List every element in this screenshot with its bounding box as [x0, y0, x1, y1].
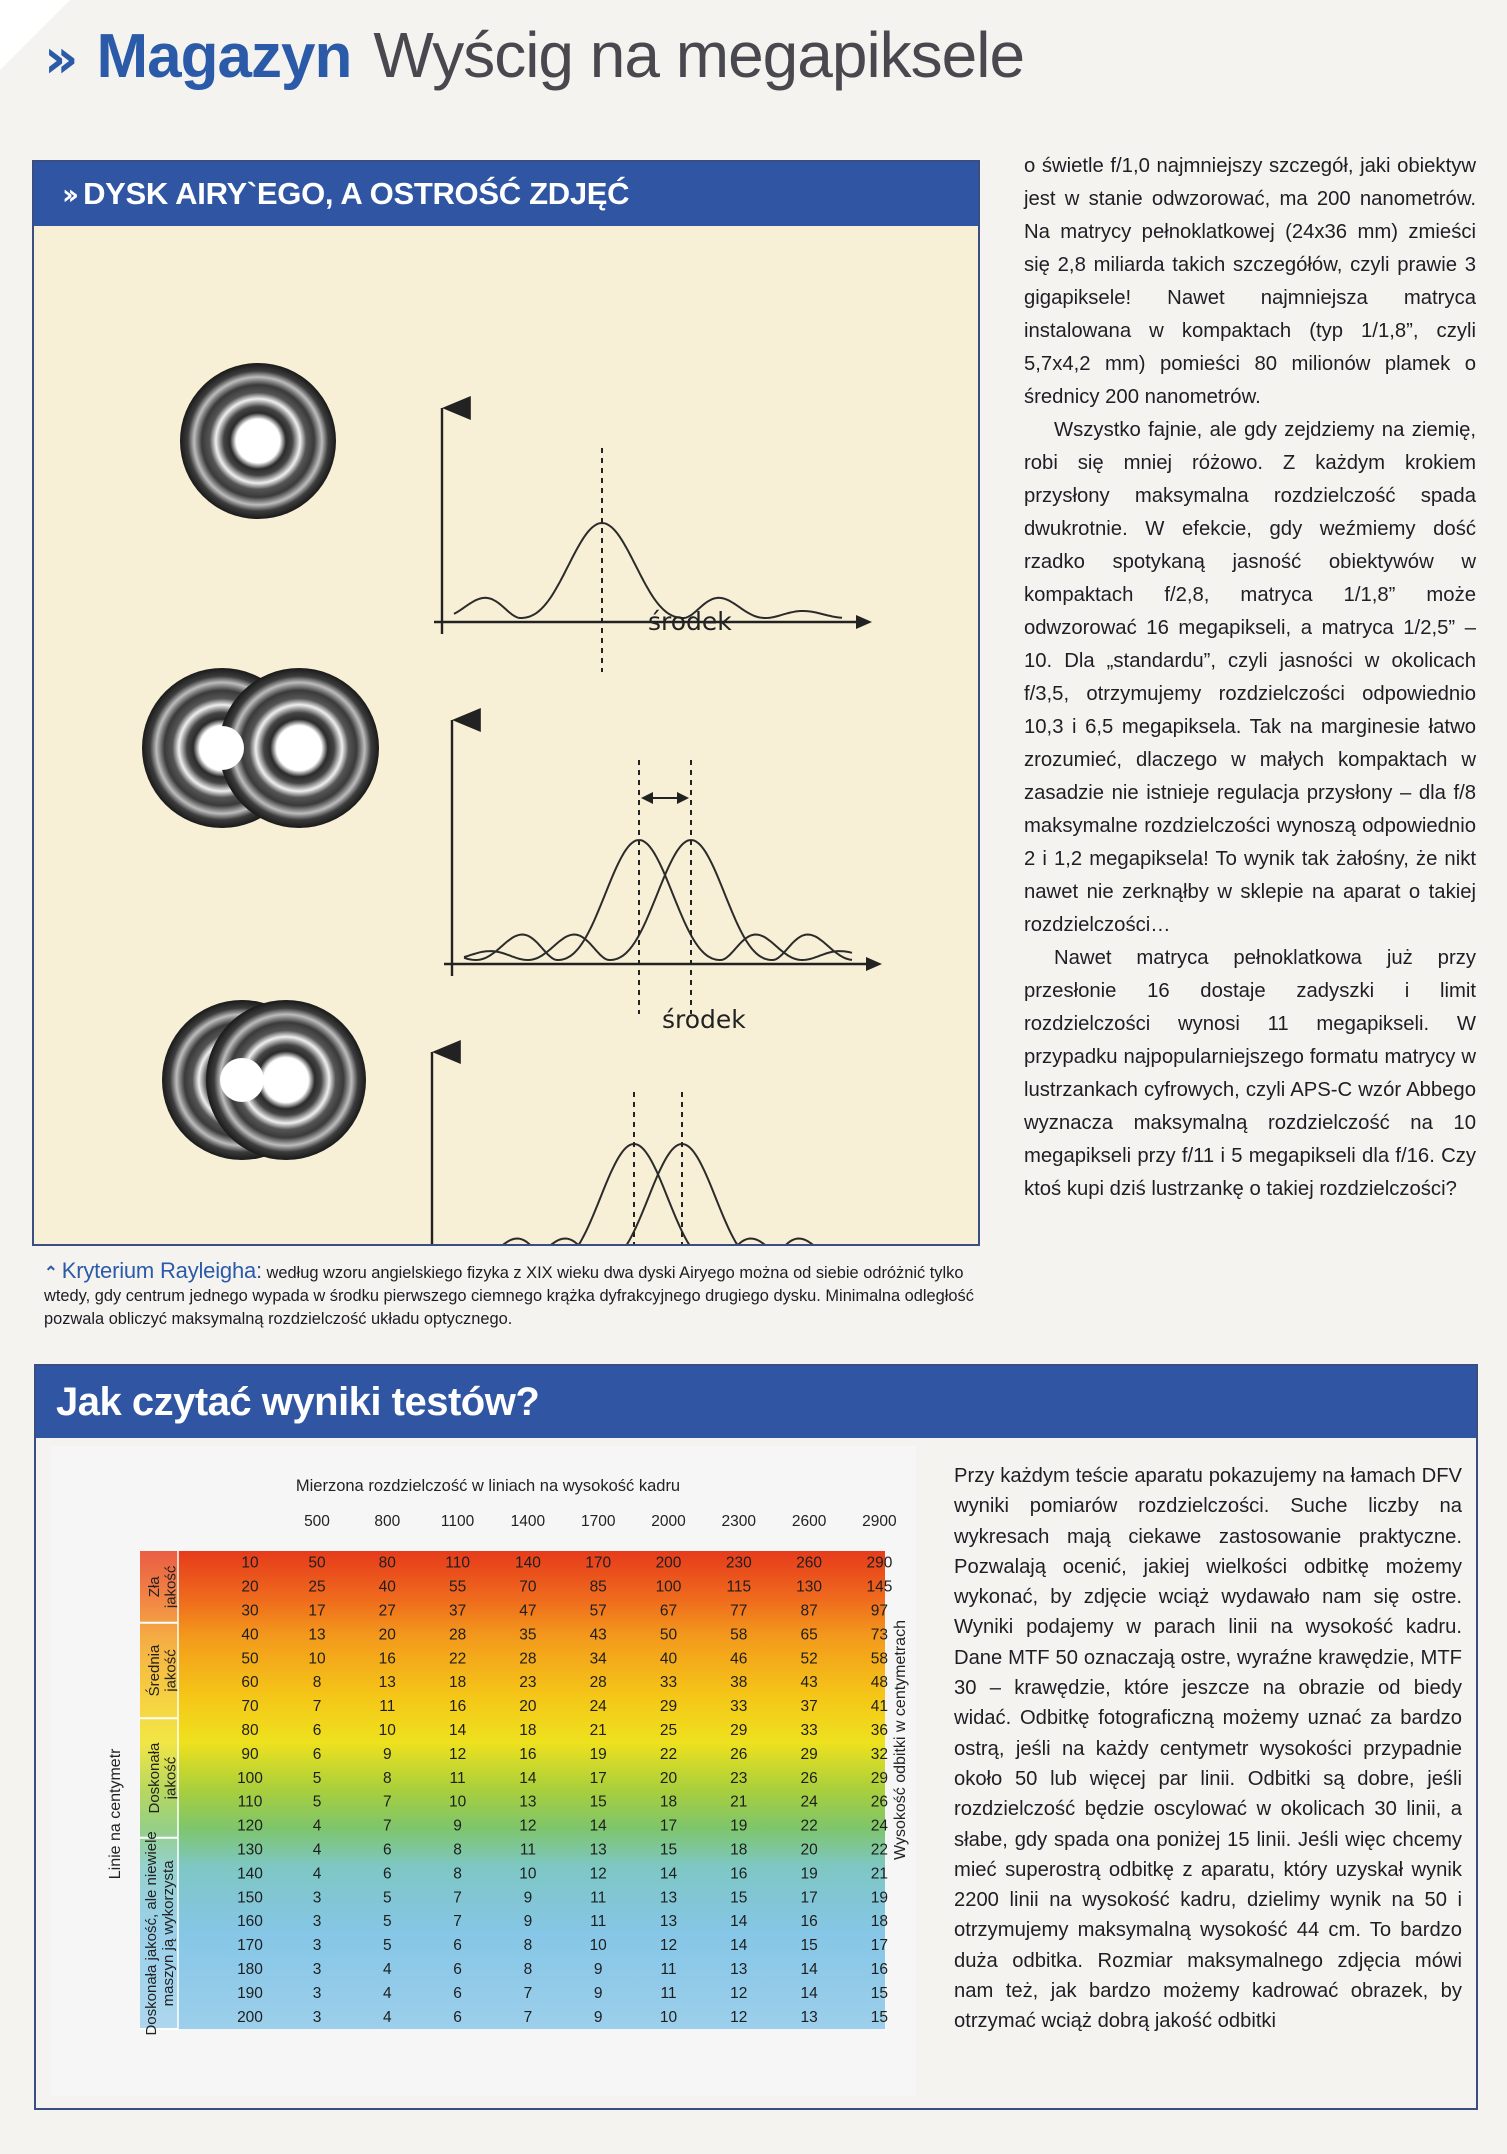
- row-lines-value: 200: [237, 2008, 263, 2026]
- table-cell: 13: [730, 1961, 748, 1979]
- table-cell: 14: [589, 1817, 607, 1835]
- table-cell: 18: [448, 1674, 467, 1692]
- resolution-table-area: [50, 1446, 916, 2096]
- article-column: [1024, 150, 1476, 1206]
- table-cell: 14: [800, 1984, 818, 2002]
- table-cell: 9: [593, 1961, 603, 1979]
- column-header: 500: [304, 1513, 330, 1530]
- x-axis-arrow: [866, 957, 882, 971]
- row-lines-value: 20: [241, 1578, 259, 1596]
- table-cell: 17: [589, 1769, 607, 1787]
- table-cell: 13: [659, 1889, 678, 1907]
- table-cell: 40: [659, 1650, 678, 1668]
- row-lines-value: 90: [241, 1745, 259, 1763]
- chevron-icon: ››: [62, 177, 74, 211]
- disk-core: [277, 726, 321, 770]
- table-cell: 23: [730, 1769, 748, 1787]
- table-cell: 14: [800, 1961, 818, 1979]
- table-cell: 80: [378, 1554, 396, 1572]
- row-lines-value: 80: [241, 1722, 259, 1740]
- table-cell: 29: [730, 1722, 748, 1740]
- table-cell: 20: [378, 1626, 396, 1644]
- table-cell: 26: [870, 1793, 889, 1811]
- right-axis-label: Wysokość odbitki w centymetrach: [892, 1620, 909, 1860]
- table-cell: 6: [312, 1722, 322, 1740]
- tests-explanation: [954, 1461, 1462, 2037]
- disk-core: [200, 726, 244, 770]
- table-cell: 9: [523, 1889, 533, 1907]
- table-cell: 25: [308, 1578, 326, 1596]
- airy-figure-box: [32, 160, 980, 1246]
- table-cell: 19: [870, 1889, 889, 1907]
- table-cell: 14: [519, 1769, 537, 1787]
- table-cell: 3: [312, 2008, 322, 2026]
- caret-up-icon: ⌃: [44, 1264, 58, 1282]
- table-cell: 17: [870, 1937, 889, 1955]
- center-label: środek: [648, 607, 732, 636]
- table-cell: 115: [726, 1578, 752, 1596]
- table-cell: 87: [800, 1602, 818, 1620]
- table-cell: 21: [730, 1793, 748, 1811]
- article-paragraph: Nawet matryca pełnoklatkowa już przy przesłonie 16 dostaje zadyszki i limit rozdzielczości wynosi 11 megapikseli. W przypadku najpopularniejszego formatu matrycy w lustrzankach cyfrowych, czyli APS-C wzór Abbego wyznacza maksymalną rozdzielczość na 10 megapikseli przy f/11 i 5 megapikseli dla f/16. Czy ktoś kupi dziś lustrzankę o takiej rozdzielczości?: [1024, 947, 1476, 1200]
- table-cell: 6: [453, 2008, 462, 2026]
- table-cell: 13: [308, 1626, 326, 1644]
- table-cell: 22: [870, 1841, 889, 1859]
- table-cell: 77: [730, 1602, 748, 1620]
- y-axis-label: Linie na centymetr: [107, 1748, 124, 1880]
- table-cell: 8: [523, 1961, 533, 1979]
- table-cell: 38: [730, 1674, 748, 1692]
- center-label: środek: [662, 1005, 746, 1034]
- group-label: Doskonałajakość: [145, 1742, 180, 1814]
- table-cell: 13: [519, 1793, 537, 1811]
- table-cell: 11: [449, 1769, 466, 1787]
- table-cell: 19: [800, 1865, 818, 1883]
- table-cell: 35: [519, 1626, 537, 1644]
- airy-disk: [180, 363, 336, 519]
- table-cell: 21: [589, 1722, 607, 1740]
- table-cell: 3: [312, 1913, 322, 1931]
- table-cell: 7: [453, 1913, 462, 1931]
- table-cell: 7: [382, 1817, 392, 1835]
- table-title: Mierzona rozdzielczość w liniach na wysokość kadru: [295, 1477, 681, 1495]
- table-cell: 20: [519, 1698, 537, 1716]
- column-header: 1100: [440, 1513, 475, 1530]
- table-cell: 22: [800, 1817, 818, 1835]
- table-cell: 12: [730, 2008, 748, 2026]
- table-cell: 13: [659, 1913, 678, 1931]
- intensity-curve: [444, 1144, 832, 1244]
- table-cell: 19: [589, 1745, 607, 1763]
- table-cell: 15: [659, 1841, 678, 1859]
- table-cell: 4: [382, 1984, 392, 2002]
- table-gradient: [140, 1551, 885, 2029]
- table-cell: 5: [382, 1913, 392, 1931]
- table-cell: 18: [519, 1722, 537, 1740]
- table-cell: 55: [448, 1578, 467, 1596]
- table-cell: 37: [800, 1698, 818, 1716]
- table-cell: 5: [382, 1937, 392, 1955]
- table-cell: 58: [870, 1650, 889, 1668]
- tests-section: [34, 1364, 1478, 2110]
- table-cell: 6: [382, 1865, 392, 1883]
- table-cell: 145: [866, 1578, 893, 1596]
- table-cell: 70: [519, 1578, 537, 1596]
- table-cell: 11: [519, 1841, 536, 1859]
- table-cell: 37: [448, 1602, 467, 1620]
- table-cell: 3: [312, 1984, 322, 2002]
- table-cell: 16: [730, 1865, 748, 1883]
- table-cell: 10: [448, 1793, 467, 1811]
- row-lines-value: 170: [237, 1937, 263, 1955]
- table-cell: 58: [730, 1626, 748, 1644]
- table-cell: 11: [379, 1698, 396, 1716]
- table-cell: 11: [590, 1913, 607, 1931]
- table-cell: 14: [730, 1913, 748, 1931]
- row-lines-value: 100: [237, 1769, 263, 1787]
- column-header: 800: [374, 1513, 401, 1530]
- table-cell: 10: [589, 1937, 607, 1955]
- table-cell: 100: [655, 1578, 682, 1596]
- table-cell: 10: [308, 1650, 326, 1668]
- table-cell: 33: [659, 1674, 678, 1692]
- table-cell: 6: [382, 1841, 392, 1859]
- table-cell: 52: [800, 1650, 818, 1668]
- table-cell: 4: [312, 1817, 322, 1835]
- table-cell: 7: [523, 1984, 533, 2002]
- table-cell: 15: [589, 1793, 607, 1811]
- resolution-table: [50, 1446, 916, 2096]
- table-cell: 14: [659, 1865, 678, 1883]
- table-cell: 12: [659, 1937, 678, 1955]
- table-cell: 8: [453, 1841, 462, 1859]
- group-label: Złajakość: [145, 1565, 180, 1609]
- table-cell: 11: [660, 1984, 677, 2002]
- table-cell: 4: [382, 2008, 392, 2026]
- table-cell: 170: [585, 1554, 612, 1572]
- table-cell: 29: [870, 1769, 889, 1787]
- table-cell: 22: [659, 1745, 678, 1763]
- figure-caption: [44, 1259, 974, 1331]
- row-lines-value: 70: [241, 1698, 259, 1716]
- table-cell: 13: [378, 1674, 396, 1692]
- table-cell: 6: [453, 1961, 462, 1979]
- row-lines-value: 190: [237, 1984, 263, 2002]
- table-cell: 14: [730, 1937, 748, 1955]
- table-cell: 10: [378, 1722, 396, 1740]
- table-cell: 18: [659, 1793, 678, 1811]
- table-cell: 17: [800, 1889, 818, 1907]
- table-cell: 10: [659, 2008, 678, 2026]
- table-cell: 26: [800, 1769, 818, 1787]
- table-cell: 5: [382, 1889, 392, 1907]
- disk-core: [220, 1058, 264, 1102]
- table-cell: 16: [870, 1961, 889, 1979]
- disk-core: [264, 1058, 308, 1102]
- table-cell: 16: [800, 1913, 818, 1931]
- row-lines-value: 50: [241, 1650, 259, 1668]
- row-lines-value: 150: [237, 1889, 263, 1907]
- table-cell: 290: [866, 1554, 893, 1572]
- table-cell: 12: [519, 1817, 537, 1835]
- table-cell: 110: [445, 1554, 470, 1572]
- table-cell: 200: [655, 1554, 682, 1572]
- table-cell: 48: [870, 1674, 889, 1692]
- table-cell: 8: [523, 1937, 533, 1955]
- table-cell: 7: [523, 2008, 533, 2026]
- table-cell: 27: [378, 1602, 396, 1620]
- table-cell: 26: [730, 1745, 748, 1763]
- table-cell: 29: [659, 1698, 678, 1716]
- table-cell: 16: [448, 1698, 467, 1716]
- table-cell: 85: [589, 1578, 607, 1596]
- column-header: 2900: [862, 1513, 897, 1530]
- table-cell: 260: [796, 1554, 823, 1572]
- table-cell: 28: [448, 1626, 467, 1644]
- table-cell: 9: [453, 1817, 462, 1835]
- article-paragraph: o świetle f/1,0 najmniejszy szczegół, jaki obiektyw jest w stanie odwzorować, ma 200 nanometrów. Na matrycy pełnoklatkowej (24x36 mm) zmieści się 2,8 miliarda takich szczegółów, czyli prawie 3 gigapiksele! Nawet najmniejsza matryca instalowana w kompaktach (typ 1/1,8”, czyli 5,7x4,2 mm) pomieści 80 milionów plamek o średnicy 200 nanometrów.: [1024, 155, 1476, 408]
- table-cell: 23: [519, 1674, 537, 1692]
- table-cell: 12: [448, 1745, 467, 1763]
- table-cell: 65: [800, 1626, 818, 1644]
- table-cell: 41: [870, 1698, 889, 1716]
- table-cell: 32: [870, 1745, 889, 1763]
- table-cell: 17: [308, 1602, 326, 1620]
- row-lines-value: 160: [237, 1913, 263, 1931]
- row-lines-value: 130: [237, 1841, 263, 1859]
- table-cell: 25: [659, 1722, 678, 1740]
- section-name: Magazyn: [96, 22, 352, 91]
- table-cell: 15: [870, 2008, 889, 2026]
- caption-text: według wzoru angielskiego fizyka z XIX wieku dwa dyski Airyego można od siebie odróżnić tylko wtedy, gdy centrum jednego wypada w środku pierwszego ciemnego krążka dyfrakcyjnego drugiego dysku. Minimalna odległość pozwala obliczyć maksymalną rozdzielczość układu optycznego.: [44, 1264, 974, 1328]
- table-cell: 16: [378, 1650, 396, 1668]
- table-cell: 8: [382, 1769, 392, 1787]
- intensity-curve: [454, 523, 842, 618]
- column-header: 2000: [651, 1513, 686, 1530]
- table-cell: 15: [800, 1937, 818, 1955]
- table-cell: 140: [514, 1554, 541, 1572]
- table-cell: 22: [448, 1650, 467, 1668]
- table-cell: 33: [730, 1698, 748, 1716]
- article-paragraph: Wszystko fajnie, ale gdy zejdziemy na ziemię, robi się mniej różowo. Z każdym krokiem przysłony maksymalna rozdzielczość spada dwukrotnie. W efekcie, gdy weźmiemy dość rzadko spotykaną jasność obiektywów w kompaktach f/2,8, matryca 1/1,8” może odwzorować 16 megapikseli, a matryca 1/2,5” – 10. Dla „standardu”, czyli jasności w okolicach f/3,5, otrzymujemy rozdzielczości odpowiednio 10,3 i 6,5 megapiksela. Tak na marginesie łatwo zrozumieć, dlaczego w małych kompaktach w zasadzie nie istnieje regulacja przysłony – dla f/8 maksymalne rozdzielczości wynoszą odpowiednio 2 i 1,2 megapiksela! To wynik tak żałośny, że nikt nawet nie zerknąłby w sklepie na aparat o takiej rozdzielczości…: [1024, 419, 1476, 936]
- row-lines-value: 30: [241, 1602, 259, 1620]
- row-lines-value: 60: [241, 1674, 259, 1692]
- table-cell: 3: [312, 1889, 322, 1907]
- airy-heading: [34, 162, 978, 226]
- table-cell: 17: [659, 1817, 678, 1835]
- table-cell: 24: [589, 1698, 607, 1716]
- table-cell: 43: [589, 1626, 607, 1644]
- table-cell: 29: [800, 1745, 818, 1763]
- table-cell: 16: [519, 1745, 537, 1763]
- table-cell: 40: [378, 1578, 396, 1596]
- table-cell: 21: [870, 1865, 889, 1883]
- airy-panel: [142, 668, 882, 1034]
- table-cell: 28: [589, 1674, 607, 1692]
- table-cell: 18: [730, 1841, 748, 1859]
- table-cell: 5: [312, 1793, 322, 1811]
- table-cell: 11: [660, 1961, 677, 1979]
- caption-lead: Kryterium Rayleigha:: [61, 1258, 262, 1283]
- column-header: 1400: [510, 1513, 546, 1530]
- table-cell: 4: [312, 1865, 322, 1883]
- page-title: Wyścig na megapiksele: [373, 19, 1025, 91]
- table-cell: 9: [593, 1984, 603, 2002]
- table-cell: 9: [523, 1913, 533, 1931]
- table-cell: 18: [870, 1913, 889, 1931]
- table-cell: 14: [448, 1722, 467, 1740]
- table-cell: 28: [519, 1650, 537, 1668]
- airy-panel: [162, 1000, 862, 1244]
- table-cell: 8: [453, 1865, 462, 1883]
- row-lines-value: 120: [237, 1817, 263, 1835]
- table-cell: 46: [730, 1650, 748, 1668]
- row-lines-value: 40: [241, 1626, 259, 1644]
- table-cell: 15: [870, 1984, 889, 2002]
- x-axis-arrow: [856, 615, 872, 629]
- table-cell: 13: [589, 1841, 607, 1859]
- airy-heading-text: DYSK AIRY`EGO, A OSTROŚĆ ZDJĘĆ: [83, 176, 630, 211]
- table-cell: 10: [519, 1865, 537, 1883]
- table-cell: 34: [589, 1650, 607, 1668]
- table-cell: 73: [870, 1626, 889, 1644]
- row-lines-value: 10: [241, 1554, 259, 1572]
- table-cell: 36: [870, 1722, 889, 1740]
- row-lines-value: 140: [237, 1865, 263, 1883]
- table-cell: 24: [870, 1817, 889, 1835]
- airy-panel: [180, 363, 872, 672]
- table-cell: 9: [382, 1745, 392, 1763]
- row-lines-value: 180: [237, 1961, 263, 1979]
- group-label: Doskonała jakość, ale niewielemaszyn ją wykorzysta: [142, 1831, 177, 2036]
- table-cell: 6: [312, 1745, 322, 1763]
- column-header: 2600: [791, 1513, 827, 1530]
- table-cell: 8: [312, 1674, 322, 1692]
- arrow-head: [677, 792, 689, 804]
- table-cell: 7: [453, 1889, 462, 1907]
- tests-heading: Jak czytać wyniki testów?: [36, 1366, 1476, 1438]
- table-cell: 43: [800, 1674, 818, 1692]
- table-cell: 19: [730, 1817, 748, 1835]
- column-header: 1700: [580, 1513, 616, 1530]
- table-cell: 24: [800, 1793, 818, 1811]
- table-cell: 230: [725, 1554, 752, 1572]
- table-cell: 47: [519, 1602, 537, 1620]
- table-cell: 4: [312, 1841, 322, 1859]
- intensity-curve: [444, 1144, 832, 1244]
- table-cell: 11: [590, 1889, 607, 1907]
- table-cell: 6: [453, 1937, 462, 1955]
- tests-paragraph: Przy każdym teście aparatu pokazujemy na łamach DFV wyniki pomiarów rozdzielczości. Suche liczby na wykresach mają ciekawe zastosowanie praktyczne. Pozwalają ocenić, jakiej wielkości odbitkę możemy wykonać, by zdjęcie wciąż wydawało nam się ostre. Wyniki podajemy w parach linii na wysokość kadru. Dane MTF 50 oznaczają ostre, wyraźne krawędzie, MTF 30 – krawędzie, które jeszcze na obrazie od biedy widać. Odbitkę fotograficzną możemy uznać za bardzo ostrą, jeśli na każdy centymetr wysokości przypadnie około 50 lub więcej par linii. Odbitki są dobre, jeśli rozdzielczość będzie oscylować w okolicach 30 linii, a słabe, gdy spada ona poniżej 15 linii. Jeśli więc chcemy mieć superostrą odbitkę z aparatu, który uzyskał wynik 2200 linii na wysokość kadru, dzielimy wynik na 50 i otrzymujemy maksymalną wysokość 44 cm. To bardzo duża odbitka. Rozmiar maksymalnego zdjęcia mówi nam też, jak bardzo możemy kadrować obrazek, by otrzymać wciąż dobrą jakość odbitki: [954, 1465, 1462, 2033]
- page-header: [44, 18, 1024, 98]
- table-cell: 130: [796, 1578, 823, 1596]
- table-cell: 7: [312, 1698, 322, 1716]
- table-cell: 57: [589, 1602, 607, 1620]
- table-cell: 12: [589, 1865, 607, 1883]
- table-cell: 12: [730, 1984, 748, 2002]
- table-cell: 7: [382, 1793, 392, 1811]
- table-cell: 3: [312, 1937, 322, 1955]
- table-cell: 50: [659, 1626, 678, 1644]
- row-lines-value: 110: [237, 1793, 263, 1811]
- table-cell: 4: [382, 1961, 392, 1979]
- column-header: 2300: [721, 1513, 757, 1530]
- table-cell: 20: [659, 1769, 678, 1787]
- table-cell: 9: [593, 2008, 603, 2026]
- table-cell: 33: [800, 1722, 818, 1740]
- table-cell: 3: [312, 1961, 322, 1979]
- arrow-head: [641, 792, 653, 804]
- table-cell: 6: [453, 1984, 462, 2002]
- table-cell: 13: [800, 2008, 818, 2026]
- table-cell: 5: [312, 1769, 322, 1787]
- table-cell: 67: [659, 1602, 678, 1620]
- airy-diagram: [34, 226, 978, 1244]
- group-label: Średniajakość: [145, 1644, 180, 1697]
- table-cell: 15: [730, 1889, 748, 1907]
- chevron-icon: ››: [44, 27, 69, 90]
- table-cell: 20: [800, 1841, 818, 1859]
- table-cell: 50: [308, 1554, 326, 1572]
- table-cell: 97: [870, 1602, 889, 1620]
